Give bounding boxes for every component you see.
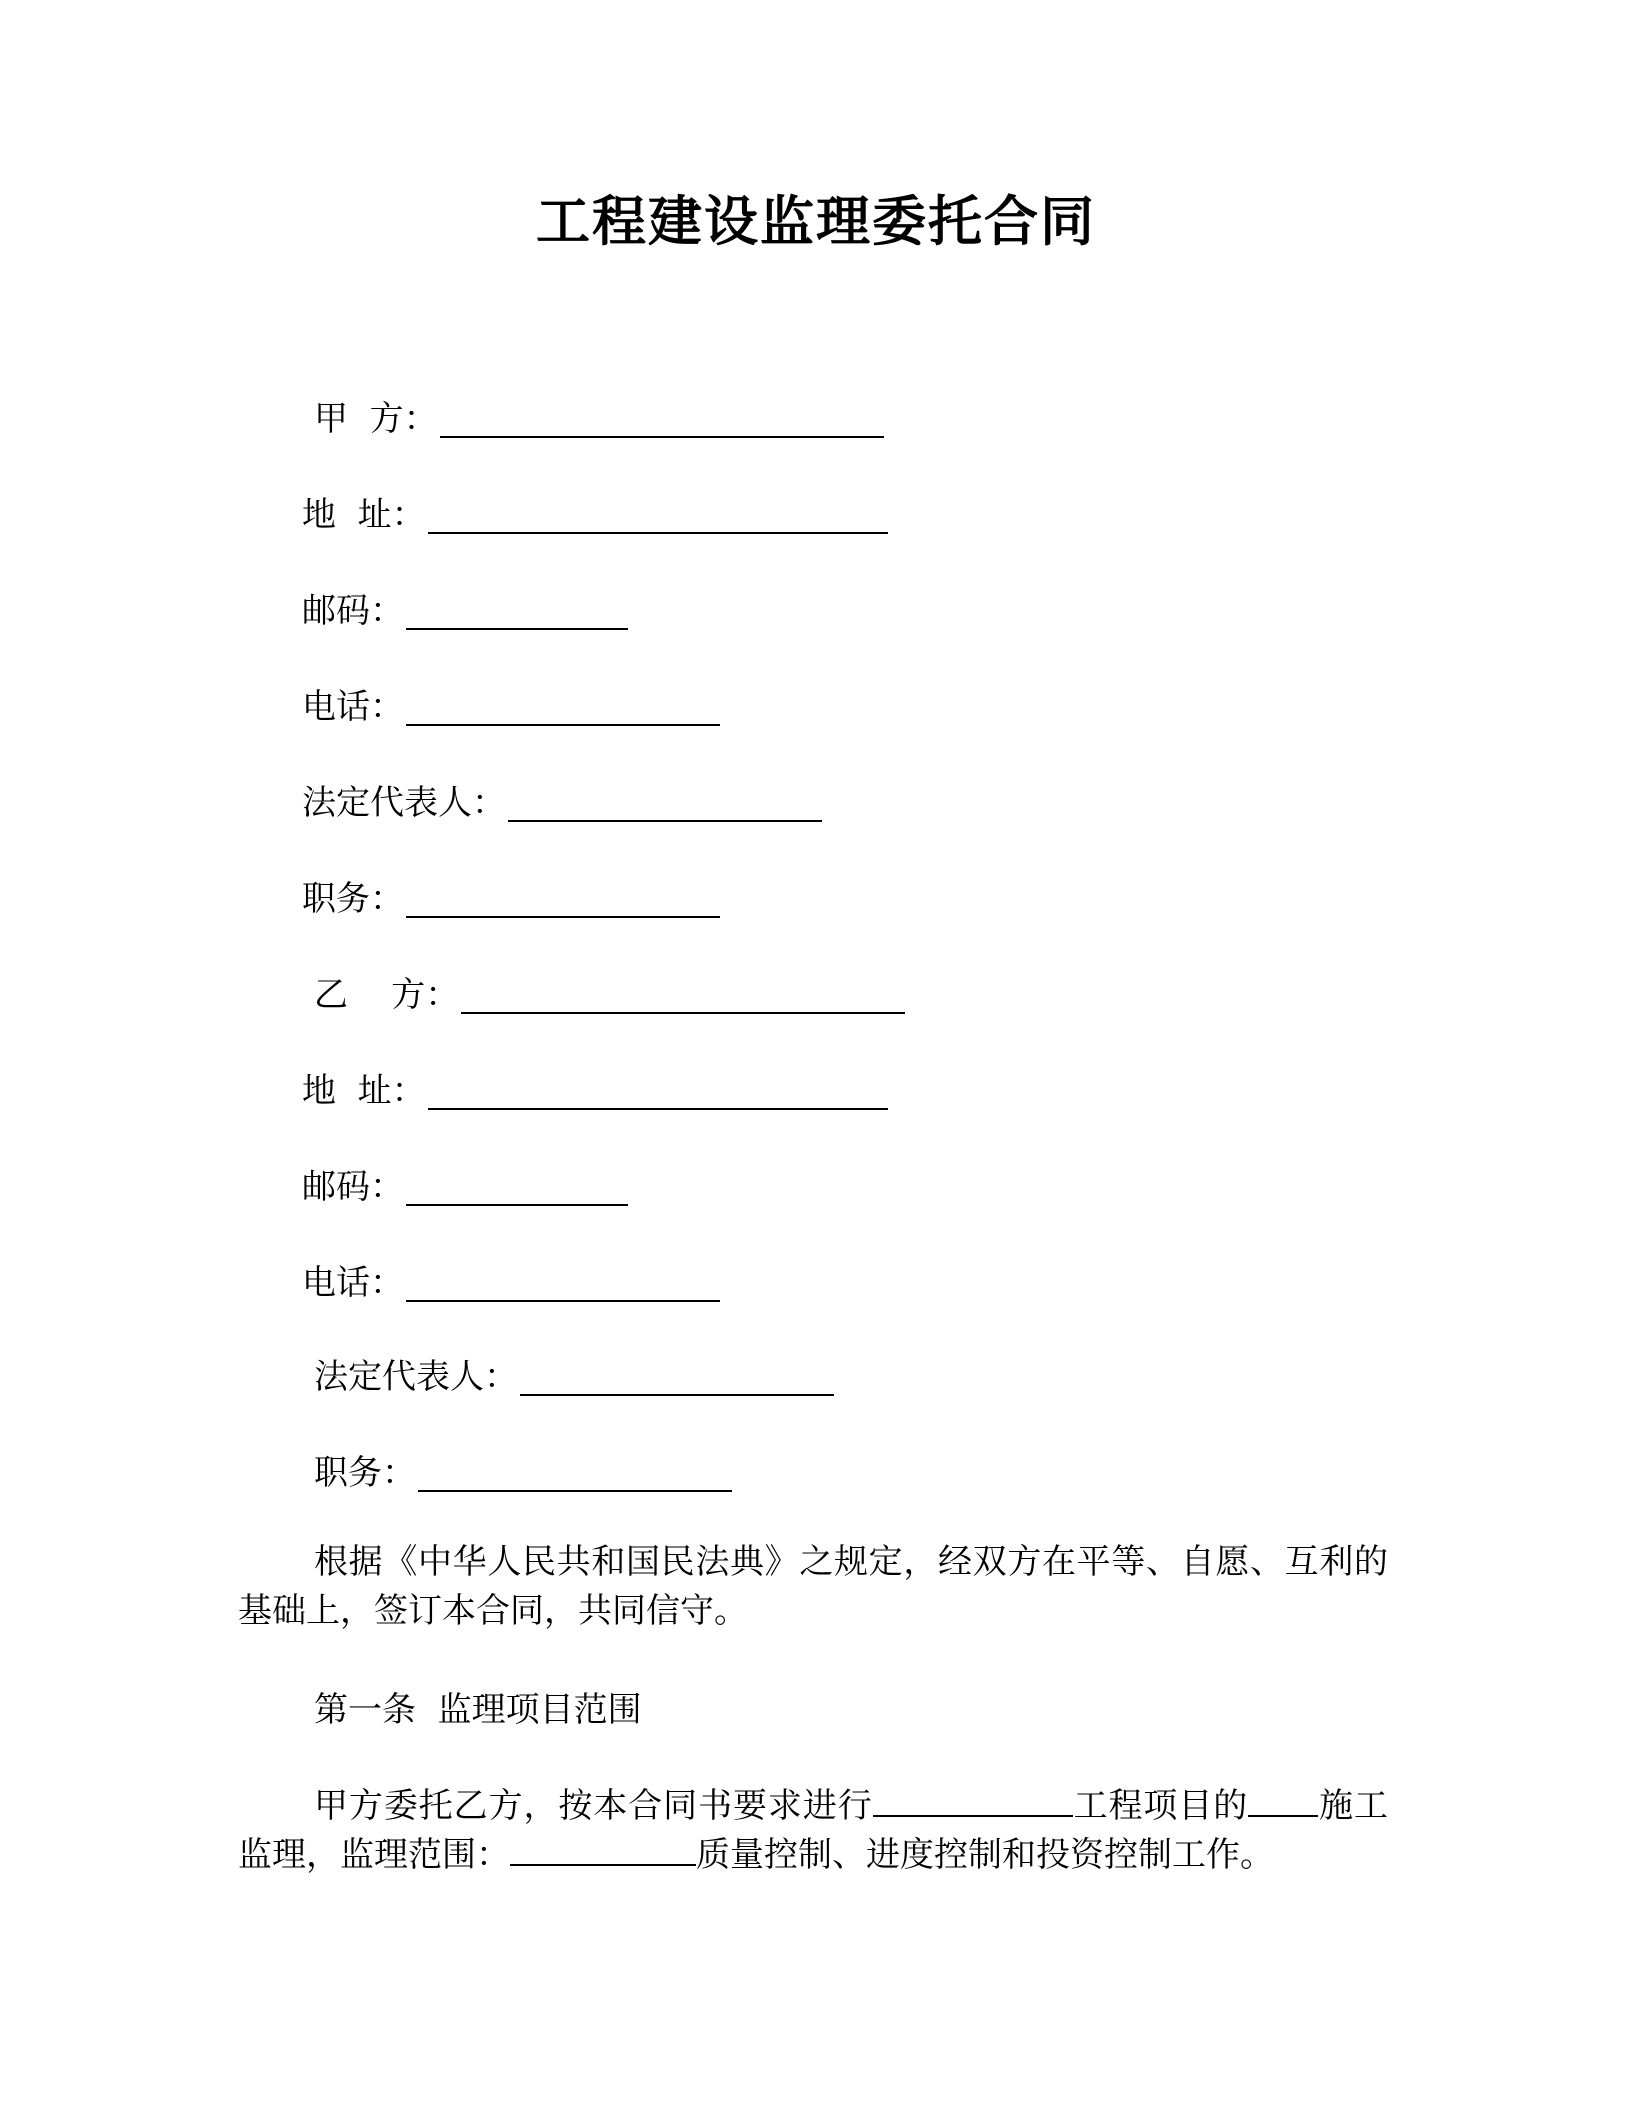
party-a-postcode-field	[302, 580, 628, 630]
party-b-legal-rep-label: 法定代表人：	[314, 1357, 518, 1397]
project-name-blank[interactable]	[873, 1785, 1073, 1817]
party-a-name-label: 甲 方：	[314, 399, 438, 439]
article-1-text-2: 工程项目的	[1072, 1786, 1249, 1826]
party-a-name-field	[314, 388, 884, 438]
party-a-phone-label: 电话：	[302, 687, 404, 727]
document-title: 工程建设监理委托合同	[536, 190, 1096, 253]
party-a-address-field	[302, 484, 888, 534]
party-b-name-label: 乙 方：	[314, 975, 460, 1015]
party-a-position-label: 职务：	[302, 879, 404, 919]
party-b-postcode-blank[interactable]	[406, 1164, 628, 1206]
party-b-name-blank[interactable]	[461, 972, 905, 1014]
party-a-postcode-blank[interactable]	[406, 588, 628, 630]
party-b-postcode-label: 邮码：	[302, 1167, 404, 1207]
article-1-text-1: 甲方委托乙方，按本合同书要求进行	[314, 1786, 873, 1826]
party-b-name-field	[314, 964, 905, 1014]
party-a-name-blank[interactable]	[440, 396, 884, 438]
party-a-address-label: 地 址：	[302, 495, 426, 535]
article-1-paragraph	[238, 1782, 1388, 1880]
party-a-legal-rep-label: 法定代表人：	[302, 783, 506, 823]
party-b-legal-rep-field	[314, 1346, 834, 1396]
party-b-phone-label: 电话：	[302, 1263, 404, 1303]
party-b-legal-rep-blank[interactable]	[520, 1354, 834, 1396]
party-a-phone-field	[302, 676, 720, 726]
party-b-postcode-field	[302, 1156, 628, 1206]
party-a-legal-rep-field	[302, 772, 822, 822]
party-a-address-blank[interactable]	[428, 492, 888, 534]
party-b-address-blank[interactable]	[428, 1068, 888, 1110]
preamble-paragraph: 根据《中华人民共和国民法典》之规定，经双方在平等、自愿、互利的基础上，签订本合同，共同信守。	[238, 1542, 1388, 1631]
article-1-text-4: 质量控制、进度控制和投资控制工作。	[696, 1835, 1274, 1875]
party-a-phone-blank[interactable]	[406, 684, 720, 726]
party-a-position-field	[302, 868, 720, 918]
party-b-position-label: 职务：	[314, 1453, 416, 1493]
article-1-heading: 第一条 监理项目范围	[314, 1690, 642, 1730]
project-item-blank[interactable]	[1248, 1785, 1318, 1817]
party-b-position-blank[interactable]	[418, 1450, 732, 1492]
party-b-address-field	[302, 1060, 888, 1110]
party-b-address-label: 地 址：	[302, 1071, 426, 1111]
party-b-phone-blank[interactable]	[406, 1260, 720, 1302]
party-a-position-blank[interactable]	[406, 876, 720, 918]
party-b-phone-field	[302, 1252, 720, 1302]
article-1-text-3: 施工监理，监理范围：	[238, 1786, 1389, 1875]
scope-blank[interactable]	[510, 1834, 696, 1866]
party-a-legal-rep-blank[interactable]	[508, 780, 822, 822]
party-a-postcode-label: 邮码：	[302, 591, 404, 631]
party-b-position-field	[314, 1442, 732, 1492]
